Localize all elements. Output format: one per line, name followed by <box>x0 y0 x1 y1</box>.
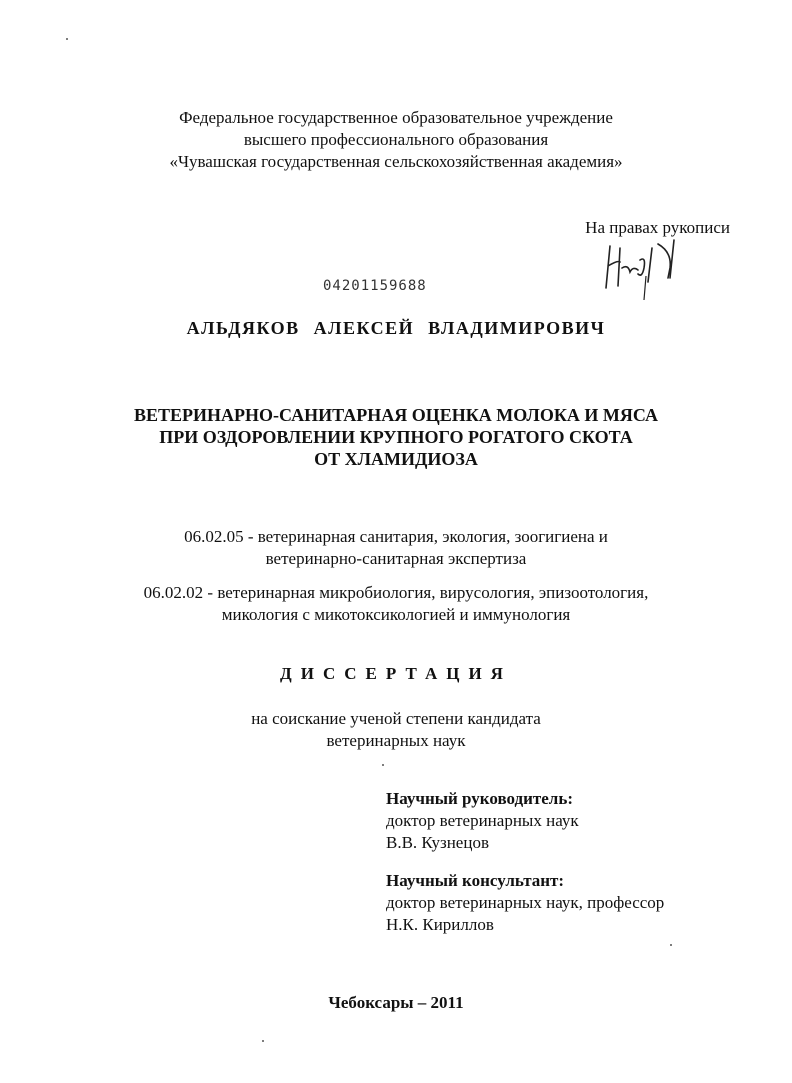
consultant-name: Н.К. Кириллов <box>386 915 494 934</box>
rights-note: На правах рукописи <box>585 218 730 237</box>
degree-line-1: на соискание ученой степени кандидата <box>251 709 541 728</box>
institution-block <box>0 107 792 173</box>
city-year: Чебоксары – 2011 <box>328 993 464 1012</box>
scan-speck <box>382 764 384 766</box>
title-line-1: ВЕТЕРИНАРНО-САНИТАРНАЯ ОЦЕНКА МОЛОКА И МЯСА <box>134 405 658 425</box>
institution-line-3: «Чувашская государственная сельскохозяйственная академия» <box>169 152 623 171</box>
handwritten-signature <box>600 238 690 302</box>
specialty-2-line-1: 06.02.02 - ветеринарная микробиология, вирусология, эпизоотология, <box>143 583 649 602</box>
author-name: АЛЬДЯКОВ АЛЕКСЕЙ ВЛАДИМИРОВИЧ <box>186 318 606 338</box>
consultant-rank: доктор ветеринарных наук, профессор <box>386 893 665 912</box>
specialty-2-line-2: микология с микотоксикологией и иммунология <box>221 605 571 624</box>
specialty-1 <box>0 526 792 570</box>
degree-line-2: ветеринарных наук <box>326 731 466 750</box>
institution-line-2: высшего профессионального образования <box>243 130 549 149</box>
supervisor-label: Научный руководитель: <box>386 789 573 808</box>
scan-speck <box>262 1040 264 1042</box>
dissertation-title <box>0 404 792 470</box>
degree-block <box>0 708 792 752</box>
institution-line-1: Федеральное государственное образовательное учреждение <box>179 108 613 127</box>
supervisor-name: В.В. Кузнецов <box>386 833 489 852</box>
document-type: ДИССЕРТАЦИЯ <box>280 664 512 683</box>
scan-speck <box>66 38 68 40</box>
supervisor-rank: доктор ветеринарных наук <box>386 811 579 830</box>
specialty-1-line-1: 06.02.05 - ветеринарная санитария, экология, зоогигиена и <box>184 527 608 546</box>
catalog-number: 04201159688 <box>323 278 427 294</box>
consultant-label: Научный консультант: <box>386 871 565 890</box>
supervisor-block <box>386 788 579 854</box>
consultant-block <box>386 870 664 936</box>
specialty-1-line-2: ветеринарно-санитарная экспертиза <box>265 549 527 568</box>
title-line-3: ОТ ХЛАМИДИОЗА <box>314 449 478 469</box>
scan-speck <box>670 944 672 946</box>
specialty-2 <box>0 582 792 626</box>
title-line-2: ПРИ ОЗДОРОВЛЕНИИ КРУПНОГО РОГАТОГО СКОТА <box>159 427 633 447</box>
